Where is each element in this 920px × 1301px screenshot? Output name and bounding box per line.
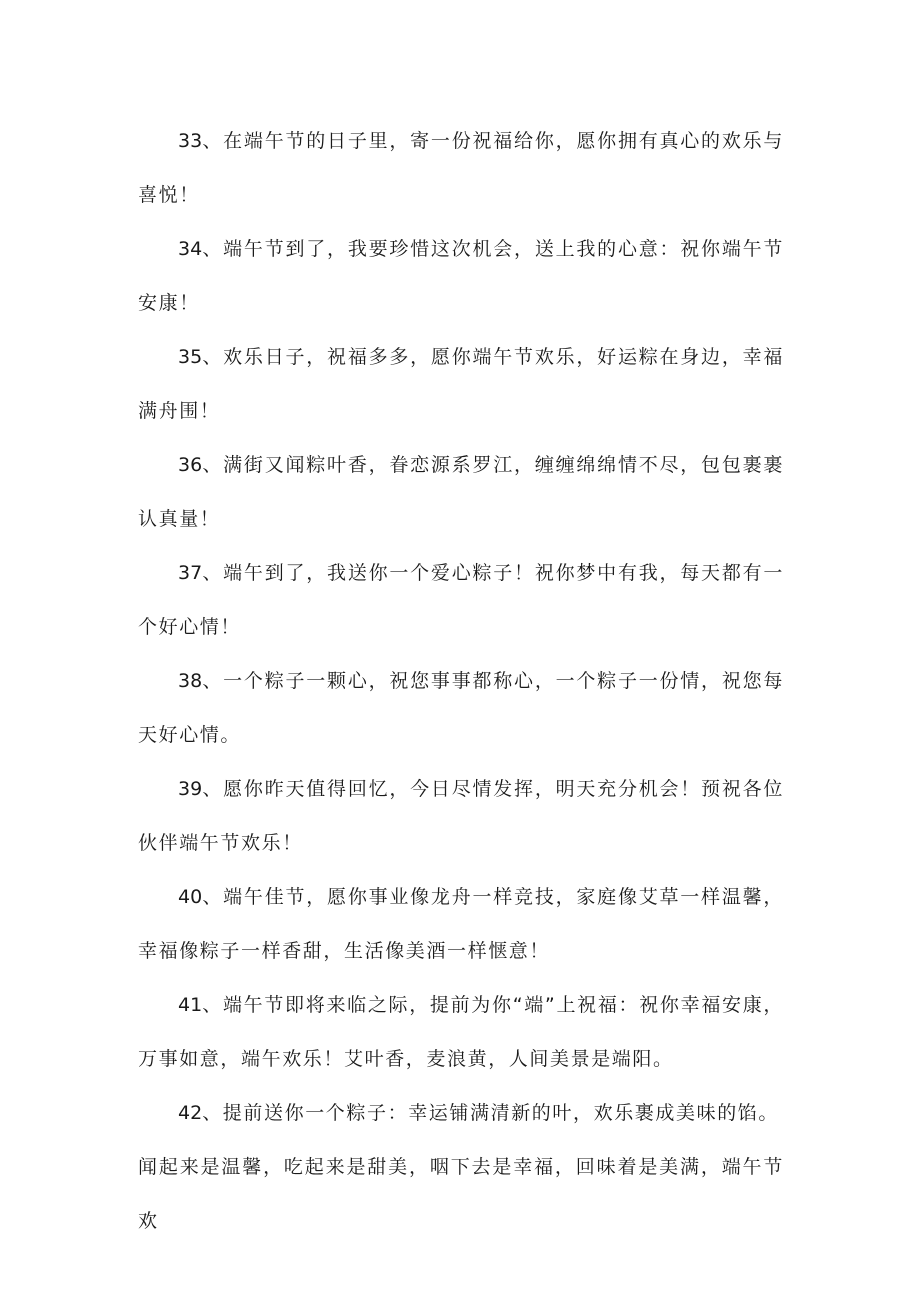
item-number: 34 bbox=[178, 238, 203, 260]
document-body bbox=[138, 114, 784, 1248]
item-number: 42 bbox=[178, 1102, 203, 1124]
item-number: 36 bbox=[178, 454, 203, 476]
item-number: 35 bbox=[178, 346, 203, 368]
paragraph-38 bbox=[138, 654, 784, 762]
item-number: 41 bbox=[178, 994, 203, 1016]
paragraph-35 bbox=[138, 330, 784, 438]
item-text: 、在端午节的日子里，寄一份祝福给你，愿你拥有真心的欢乐与喜悦！ bbox=[138, 130, 784, 206]
paragraph-33 bbox=[138, 114, 784, 222]
item-text: 、满街又闻粽叶香，眷恋源系罗江，缠缠绵绵情不尽，包包裹裹认真量！ bbox=[138, 454, 784, 530]
item-text: 、端午到了，我送你一个爱心粽子！祝你梦中有我，每天都有一个好心情！ bbox=[138, 562, 784, 638]
item-number: 37 bbox=[178, 562, 203, 584]
paragraph-trailing: 闻起来是温馨，吃起来是甜美，咽下去是幸福，回味着是美满，端午节欢 bbox=[138, 1156, 784, 1232]
paragraph-36 bbox=[138, 438, 784, 546]
item-number: 33 bbox=[178, 130, 203, 152]
item-number: 38 bbox=[178, 670, 203, 692]
item-number: 40 bbox=[178, 886, 203, 908]
paragraph-39 bbox=[138, 762, 784, 870]
item-text: 、端午节到了，我要珍惜这次机会，送上我的心意：祝你端午节安康！ bbox=[138, 238, 784, 314]
item-text: 、端午佳节，愿你事业像龙舟一样竞技，家庭像艾草一样温馨，幸福像粽子一样香甜，生活像美酒一样惬意！ bbox=[138, 886, 784, 962]
paragraph-40 bbox=[138, 870, 784, 978]
item-text: 、一个粽子一颗心，祝您事事都称心，一个粽子一份情，祝您每天好心情。 bbox=[138, 670, 784, 746]
item-text: 、愿你昨天值得回忆，今日尽情发挥，明天充分机会！预祝各位伙伴端午节欢乐！ bbox=[138, 778, 784, 854]
item-text: 、欢乐日子，祝福多多，愿你端午节欢乐，好运粽在身边，幸福满舟围！ bbox=[138, 346, 784, 422]
paragraph-41 bbox=[138, 978, 784, 1086]
paragraph-37 bbox=[138, 546, 784, 654]
paragraph-42 bbox=[138, 1086, 784, 1140]
paragraph-34 bbox=[138, 222, 784, 330]
item-number: 39 bbox=[178, 778, 203, 800]
item-text: 、端午节即将来临之际，提前为你“端”上祝福：祝你幸福安康，万事如意，端午欢乐！艾叶香，麦浪黄，人间美景是端阳。 bbox=[138, 994, 784, 1070]
item-text: 、提前送你一个粽子：幸运铺满清新的叶，欢乐裹成美味的馅。 bbox=[202, 1102, 779, 1124]
